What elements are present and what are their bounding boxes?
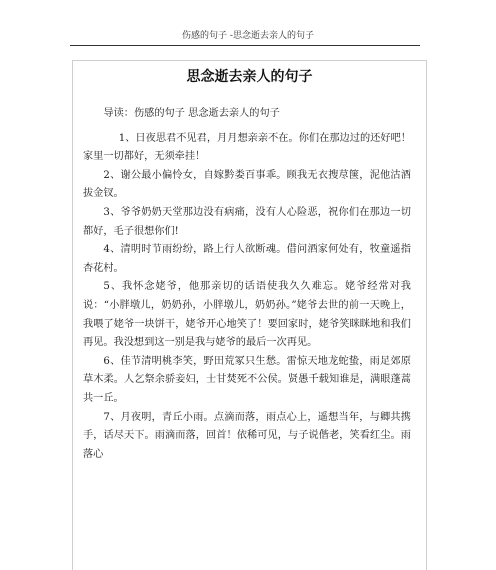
- paragraph-4: 4、清明时节雨纷纷，路上行人欲断魂。借问酒家何处有，牧童遥指杏花村。: [83, 244, 411, 274]
- paragraph-1: 1、日夜思君不见君，月月想亲亲不在。你们在那边过的还好吧！家里一切都好，无须牵挂！: [83, 132, 411, 163]
- header-divider: [70, 45, 420, 46]
- paragraph-2: 2、谢公最小偏怜女，自嫁黔娄百事乖。顾我无衣搜荩箧，泥他沽酒拔金钗。: [83, 169, 411, 200]
- intro-paragraph: 导读：伤感的句子 思念逝去亲人的句子: [103, 108, 280, 119]
- document-body: [83, 105, 411, 464]
- paragraph-7: 7、月夜明，青丘小雨。点滴而落，雨点心上，遥想当年，与卿共携手，话尽天下。雨滴而落，回首！依稀可见，与子说偕老，笑看红尘。雨落心: [83, 411, 411, 460]
- paragraph-3: 3、爷爷奶奶天堂那边没有病痛，没有人心险恶，祝你们在那边一切都好，毛子很想你们!: [83, 206, 411, 237]
- paragraph-5: 5、我怀念姥爷，他那亲切的话语使我久久难忘。姥爷经常对我说：“小胖墩儿，奶奶孙，小胖墩儿，奶奶孙。”姥爷去世的前一天晚上，我喂了姥爷一块饼干，姥爷开心地笑了！要回家时，姥爷笑眯眯地和我们再见。我没想到这一别是我与姥爷的最后一次再见。: [83, 281, 411, 349]
- paragraph-6: 6、佳节清明桃李笑，野田荒冢只生愁。雷惊天地龙蛇蛰，雨足郊原草木柔。人乞祭余骄妾妇，士甘焚死不公侯。贤愚千载知谁是，满眼蓬蒿共一丘。: [83, 355, 411, 404]
- document-title: 思念逝去亲人的句子: [186, 69, 313, 85]
- running-header: 伤感的句子 -思念逝去亲人的句子: [182, 31, 314, 41]
